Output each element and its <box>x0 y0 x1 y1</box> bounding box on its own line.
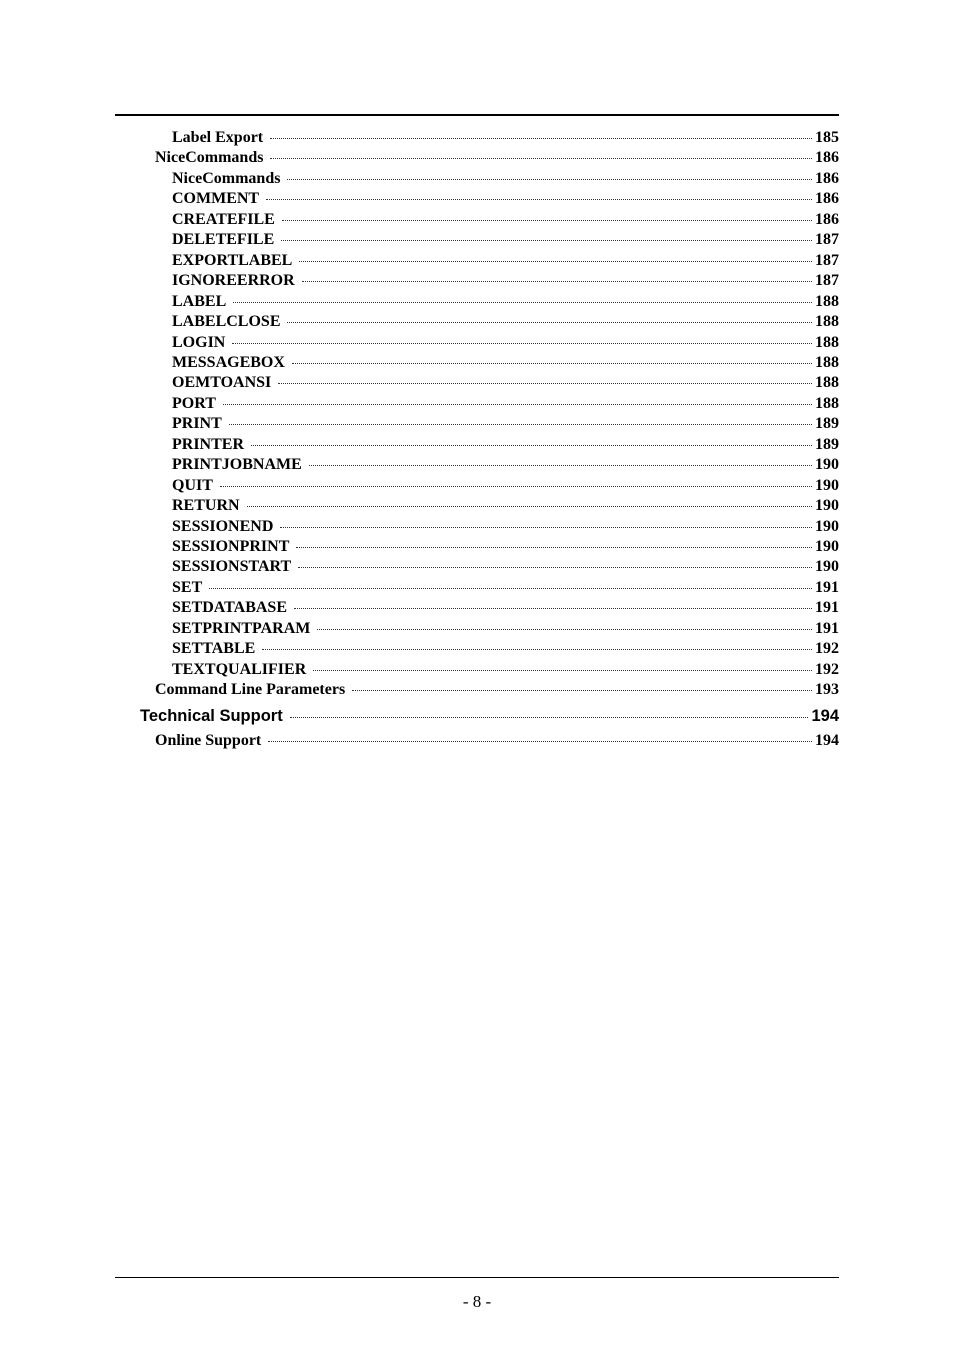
toc-entry-page: 190 <box>815 476 839 494</box>
toc-entry[interactable] <box>172 312 839 332</box>
toc-entry-page: 193 <box>815 681 839 699</box>
toc-entry-page: 190 <box>815 558 839 576</box>
toc-entry[interactable] <box>155 148 839 168</box>
toc-entry[interactable] <box>172 394 839 414</box>
toc-entry-title: SETDATABASE <box>172 599 287 617</box>
toc-entry[interactable] <box>172 517 839 537</box>
toc-dot-leader <box>280 527 812 528</box>
toc-dot-leader <box>268 741 812 742</box>
toc-entry-title: SESSIONPRINT <box>172 538 290 555</box>
toc-entry-page: 190 <box>815 456 839 474</box>
toc-entry-page: 190 <box>815 538 839 555</box>
toc-dot-leader <box>287 322 812 323</box>
toc-entry[interactable] <box>140 705 839 727</box>
toc-entry-page: 187 <box>815 251 839 269</box>
toc-entry-page: 188 <box>815 313 839 330</box>
toc-entry-title: COMMENT <box>172 190 260 208</box>
toc-entry-title: LABEL <box>172 292 227 310</box>
toc-dot-leader <box>317 629 812 630</box>
toc-entry-title: Label Export <box>172 129 264 146</box>
toc-entry-page: 189 <box>815 415 839 433</box>
toc-entry-title: NiceCommands <box>155 149 264 167</box>
toc-entry-page: 186 <box>815 149 839 167</box>
toc-entry-title: SESSIONEND <box>172 517 274 535</box>
toc-entry[interactable] <box>172 496 839 516</box>
toc-entry-title: EXPORTLABEL <box>172 251 293 269</box>
toc-dot-leader <box>229 424 812 425</box>
toc-entry[interactable] <box>172 169 839 189</box>
toc-entry[interactable] <box>172 639 839 659</box>
toc-entry-page: 188 <box>815 333 839 351</box>
toc-entry[interactable] <box>172 578 839 598</box>
toc-dot-leader <box>270 158 812 159</box>
toc-dot-leader <box>292 363 812 364</box>
toc-entry-page: 188 <box>815 394 839 412</box>
toc-entry-title: SETPRINTPARAM <box>172 619 311 637</box>
page-number: - 8 - <box>462 1292 492 1311</box>
toc-entry-title: TEXTQUALIFIER <box>172 660 307 678</box>
toc-entry-page: 188 <box>815 292 839 310</box>
toc-entry-page: 194 <box>815 731 839 749</box>
toc-dot-leader <box>313 670 812 671</box>
toc-entry-title: PRINT <box>172 415 222 433</box>
toc-entry[interactable] <box>155 731 839 751</box>
toc-entry-title: QUIT <box>172 476 213 494</box>
toc-dot-leader <box>302 281 812 282</box>
toc-dot-leader <box>262 649 812 650</box>
toc-entry-title: SESSIONSTART <box>172 558 292 576</box>
toc-entry[interactable] <box>172 333 839 353</box>
toc-entry-title: Online Support <box>155 731 262 749</box>
toc-entry-page: 186 <box>815 169 839 187</box>
toc-entry[interactable] <box>172 476 839 496</box>
toc-entry[interactable] <box>172 619 839 639</box>
toc-entry[interactable] <box>172 353 839 373</box>
toc-entry-title: RETURN <box>172 497 240 515</box>
toc-entry-title: LOGIN <box>172 333 226 351</box>
toc-dot-leader <box>266 199 812 200</box>
toc-dot-leader <box>278 383 812 384</box>
toc-entry-page: 190 <box>815 517 839 535</box>
toc-dot-leader <box>282 220 812 221</box>
toc-entry-title: MESSAGEBOX <box>172 353 285 371</box>
toc-dot-leader <box>270 138 812 139</box>
toc-entry-page: 191 <box>815 599 839 617</box>
toc-entry[interactable] <box>172 128 839 148</box>
toc-dot-leader <box>220 486 812 487</box>
toc-entry-page: 192 <box>815 660 839 678</box>
toc-entry-page: 188 <box>815 374 839 392</box>
toc-dot-leader <box>209 588 812 589</box>
toc-entry-title: SET <box>172 578 203 596</box>
toc-entry[interactable] <box>172 271 839 291</box>
toc-entry-title: SETTABLE <box>172 640 256 658</box>
toc-entry-title: DELETEFILE <box>172 231 275 249</box>
toc-entry-title: OEMTOANSI <box>172 374 272 392</box>
toc-dot-leader <box>298 567 812 568</box>
toc-entry-page: 187 <box>815 231 839 249</box>
toc-entry[interactable] <box>172 251 839 271</box>
footer-rule <box>115 1277 839 1278</box>
toc-dot-leader <box>251 445 812 446</box>
toc-dot-leader <box>290 717 809 718</box>
toc-entry-title: PORT <box>172 394 216 412</box>
toc-entry-page: 191 <box>815 619 839 637</box>
toc-entry-page: 186 <box>815 190 839 208</box>
toc-dot-leader <box>296 547 812 548</box>
toc-dot-leader <box>281 240 812 241</box>
toc-entry[interactable] <box>172 455 839 475</box>
toc-dot-leader <box>352 690 812 691</box>
toc-entry[interactable] <box>172 230 839 250</box>
toc-entry[interactable] <box>172 557 839 577</box>
toc-entry[interactable] <box>172 598 839 618</box>
toc-dot-leader <box>232 343 812 344</box>
toc-entry[interactable] <box>172 414 839 434</box>
toc-entry-page: 190 <box>815 497 839 515</box>
toc-entry-title: IGNOREERROR <box>172 272 295 290</box>
toc-entry-title: Technical Support <box>140 706 283 725</box>
toc-entry-page: 189 <box>815 435 839 453</box>
toc-dot-leader <box>247 506 812 507</box>
toc-entry-title: Command Line Parameters <box>155 681 346 699</box>
toc-entry-page: 187 <box>815 272 839 290</box>
toc-entry[interactable] <box>172 189 839 209</box>
toc-dot-leader <box>299 261 812 262</box>
toc-entry-page: 185 <box>815 129 839 146</box>
toc-entry-title: NiceCommands <box>172 169 281 187</box>
toc-entry[interactable] <box>172 292 839 312</box>
toc-dot-leader <box>223 404 812 405</box>
toc-entry-title: PRINTJOBNAME <box>172 456 302 474</box>
toc-entry-title: PRINTER <box>172 435 245 453</box>
toc-entry-page: 194 <box>811 706 839 725</box>
toc-entry-page: 186 <box>815 210 839 228</box>
toc-entry-page: 191 <box>815 578 839 596</box>
toc-dot-leader <box>309 465 812 466</box>
toc-entry-title: CREATEFILE <box>172 210 275 228</box>
toc-entry[interactable] <box>172 660 839 680</box>
toc-dot-leader <box>287 179 812 180</box>
toc-dot-leader <box>294 608 812 609</box>
toc-entry[interactable] <box>155 680 839 700</box>
toc-entry-page: 192 <box>815 640 839 658</box>
toc-entry[interactable] <box>172 373 839 393</box>
toc-entry[interactable] <box>172 210 839 230</box>
toc-dot-leader <box>233 302 812 303</box>
toc-entry-page: 188 <box>815 353 839 371</box>
toc-entry[interactable] <box>172 435 839 455</box>
toc-entry-title: LABELCLOSE <box>172 313 281 330</box>
toc-entry[interactable] <box>172 537 839 557</box>
